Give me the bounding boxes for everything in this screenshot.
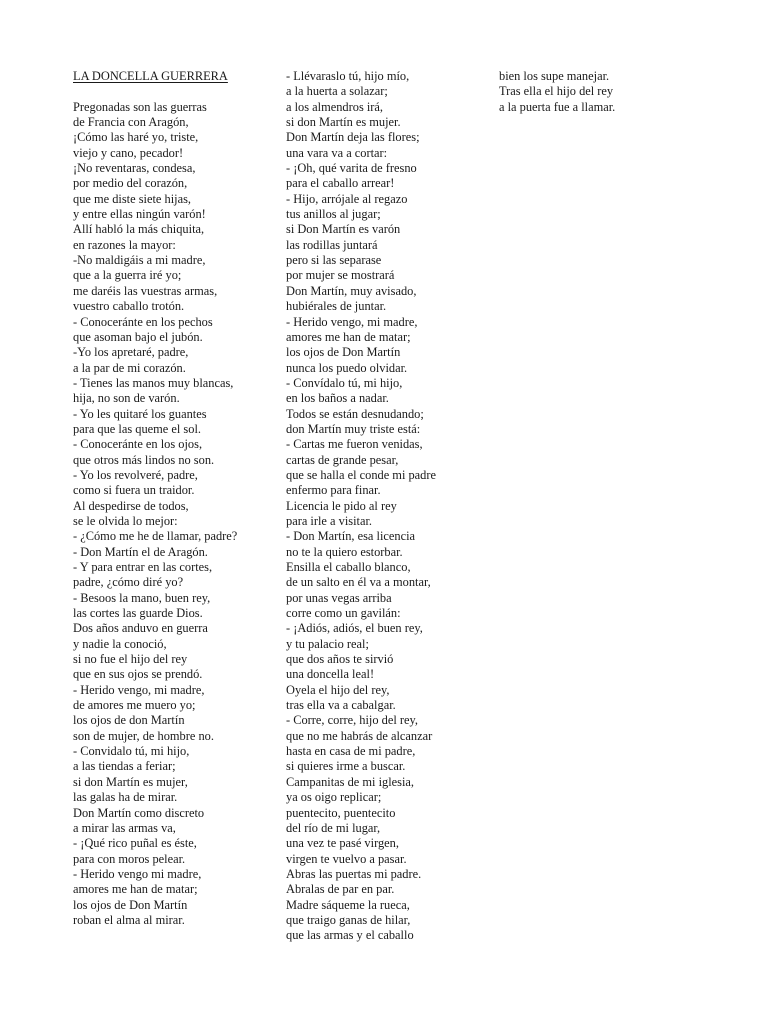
poem-column-3 (499, 69, 615, 115)
verse-line: a mirar las armas va, (73, 820, 176, 835)
verse-line: don Martín muy triste está: (286, 421, 421, 436)
verse-line: - Cartas me fueron venidas, (286, 437, 423, 452)
verse-line: a la huerta a solazar; (286, 84, 388, 99)
verse-line: para el caballo arrear! (286, 176, 395, 191)
verse-line: para que las queme el sol. (73, 421, 201, 436)
verse-line: que no me habrás de alcanzar (286, 728, 433, 743)
verse-line: Don Martín, muy avisado, (286, 283, 417, 298)
verse-line: los ojos de Don Martín (286, 345, 401, 360)
verse-line: por medio del corazón, (73, 176, 188, 191)
verse-line: si no fue el hijo del rey (73, 652, 188, 667)
verse-line: de amores me muero yo; (73, 698, 196, 713)
verse-line: que en sus ojos se prendó. (73, 667, 203, 682)
verse-line: que me diste siete hijas, (73, 191, 192, 206)
verse-line: nunca los puedo olvidar. (286, 360, 408, 375)
verse-line: - Yo los revolveré, padre, (73, 467, 198, 482)
poem-title: LA DONCELLA GUERRERA (73, 69, 228, 83)
verse-line: me daréis las vuestras armas, (73, 283, 218, 298)
verse-line: para irle a visitar. (286, 513, 373, 528)
verse-line: - Convídalo tú, mi hijo, (286, 375, 403, 390)
verse-line: -No maldigáis a mi madre, (73, 253, 206, 268)
column-1-lines (73, 100, 237, 929)
verse-line: del río de mi lugar, (286, 820, 381, 835)
verse-line: Licencia le pido al rey (286, 498, 397, 513)
verse-line: a la puerta fue a llamar. (499, 99, 616, 114)
verse-line: amores me han de matar; (73, 882, 198, 897)
verse-line: una vara va a cortar: (286, 145, 388, 160)
verse-line: - Llévaraslo tú, hijo mío, (286, 69, 410, 83)
poem-column-2 (286, 69, 436, 944)
verse-line: de Francia con Aragón, (73, 115, 189, 130)
verse-line: que a la guerra iré yo; (73, 268, 182, 283)
verse-line: corre como un gavilán: (286, 606, 401, 621)
verse-line: tus anillos al jugar; (286, 207, 381, 222)
verse-line: - ¡Oh, qué varita de fresno (286, 161, 417, 176)
verse-line: - Don Martín, esa licencia (286, 529, 416, 544)
column-2-lines (286, 69, 436, 944)
verse-line: - Y para entrar en las cortes, (73, 560, 213, 574)
verse-line: - ¡Adiós, adiós, el buen rey, (286, 621, 423, 636)
verse-line: virgen te vuelvo a pasar. (286, 851, 407, 866)
verse-line: Todos se están desnudando; (286, 406, 424, 421)
verse-line: que asoman bajo el jubón. (73, 329, 203, 344)
verse-line: -Yo los apretaré, padre, (73, 345, 189, 360)
verse-line: tras ella va a cabalgar. (286, 698, 396, 713)
verse-line: - Herido vengo, mi madre, (73, 682, 205, 697)
verse-line: Oyela el hijo del rey, (286, 682, 390, 697)
verse-line: a las tiendas a feriar; (73, 759, 176, 774)
verse-line: que las armas y el caballo (286, 928, 414, 943)
verse-line: hasta en casa de mi padre, (286, 744, 416, 759)
verse-line: cartas de grande pesar, (286, 452, 399, 467)
verse-line: Al despedirse de todos, (73, 498, 189, 513)
verse-line: hubiérales de juntar. (286, 299, 387, 314)
verse-line: hija, no son de varón. (73, 391, 180, 406)
verse-line: Tras ella el hijo del rey (499, 84, 614, 99)
verse-line: Madre sáqueme la rueca, (286, 897, 410, 912)
verse-line: vuestro caballo trotón. (73, 299, 185, 314)
verse-line: a los almendros irá, (286, 99, 384, 114)
verse-line: son de mujer, de hombre no. (73, 728, 214, 743)
verse-line: Campanitas de mi iglesia, (286, 774, 415, 789)
verse-line: y tu palacio real; (286, 636, 369, 651)
verse-line: Abralas de par en par. (286, 882, 395, 897)
verse-line: que otros más lindos no son. (73, 452, 215, 467)
verse-line: las rodillas juntará (286, 237, 378, 252)
verse-line: en los baños a nadar. (286, 391, 389, 406)
verse-line: - Don Martín el de Aragón. (73, 544, 208, 559)
verse-line: como si fuera un traidor. (73, 483, 195, 498)
verse-line: - Herido vengo, mi madre, (286, 314, 418, 329)
verse-line: Abras las puertas mi padre. (286, 866, 422, 881)
verse-line: una doncella leal! (286, 667, 375, 682)
verse-line: se le olvida lo mejor: (73, 513, 178, 528)
verse-line: ¡Cómo las haré yo, triste, (73, 130, 199, 145)
verse-line: si don Martín es mujer. (286, 115, 401, 130)
verse-line: Don Martín deja las flores; (286, 130, 420, 145)
verse-line: para con moros pelear. (73, 851, 186, 866)
verse-line: roban el alma al mirar. (73, 912, 185, 927)
verse-line: - Convidalo tú, mi hijo, (73, 744, 190, 759)
verse-line: que traigo ganas de hilar, (286, 912, 411, 927)
verse-line: - Yo les quitaré los guantes (73, 406, 207, 421)
verse-line: Dos años anduvo en guerra (73, 621, 208, 636)
verse-line: amores me han de matar; (286, 329, 411, 344)
verse-line: por mujer se mostrará (286, 268, 395, 283)
poem-column-1 (73, 69, 237, 928)
verse-line: las galas ha de mirar. (73, 790, 178, 805)
verse-line: si Don Martín es varón (286, 222, 401, 237)
verse-line: en razones la mayor: (73, 237, 176, 252)
verse-line: Don Martín como discreto (73, 805, 205, 820)
verse-line: los ojos de don Martín (73, 713, 185, 728)
verse-line: una vez te pasé virgen, (286, 836, 399, 851)
verse-line: - Conoceránte en los ojos, (73, 437, 203, 452)
verse-line: ¡No reventaras, condesa, (73, 161, 196, 176)
verse-line: viejo y cano, pecador! (73, 145, 184, 160)
verse-line: si quieres irme a buscar. (286, 759, 406, 774)
verse-line: Allí habló la más chiquita, (73, 222, 205, 237)
verse-line: no te la quiero estorbar. (286, 544, 403, 559)
verse-line: los ojos de Don Martín (73, 897, 188, 912)
verse-line: Pregonadas son las guerras (73, 99, 207, 114)
verse-line: si don Martín es mujer, (73, 774, 188, 789)
verse-line: pero si las separase (286, 253, 382, 268)
verse-line: de un salto en él va a montar, (286, 575, 431, 590)
column-3-lines (499, 69, 615, 115)
verse-line: las cortes las guarde Dios. (73, 606, 203, 621)
verse-line: - ¿Cómo me he de llamar, padre? (73, 529, 238, 544)
verse-line: - Besoos la mano, buen rey, (73, 590, 211, 605)
verse-line: Ensilla el caballo blanco, (286, 560, 411, 574)
verse-line: - Conoceránte en los pechos (73, 314, 213, 329)
verse-line: por unas vegas arriba (286, 590, 392, 605)
verse-line: - Tienes las manos muy blancas, (73, 375, 234, 390)
verse-line: ya os oigo replicar; (286, 790, 382, 805)
verse-line: y entre ellas ningún varón! (73, 207, 206, 222)
verse-line: puentecito, puentecito (286, 805, 396, 820)
verse-line: - Herido vengo mi madre, (73, 866, 202, 881)
verse-line: padre, ¿cómo diré yo? (73, 575, 184, 590)
verse-line: que se halla el conde mi padre (286, 467, 437, 482)
verse-line: a la par de mi corazón. (73, 360, 186, 375)
verse-line: enfermo para finar. (286, 483, 381, 498)
verse-line: que dos años te sirvió (286, 652, 394, 667)
verse-line: - ¡Qué rico puñal es éste, (73, 836, 197, 851)
verse-line: y nadie la conoció, (73, 636, 167, 651)
verse-line: - Corre, corre, hijo del rey, (286, 713, 418, 728)
verse-line: bien los supe manejar. (499, 69, 610, 83)
verse-line: - Hijo, arrójale al regazo (286, 191, 408, 206)
